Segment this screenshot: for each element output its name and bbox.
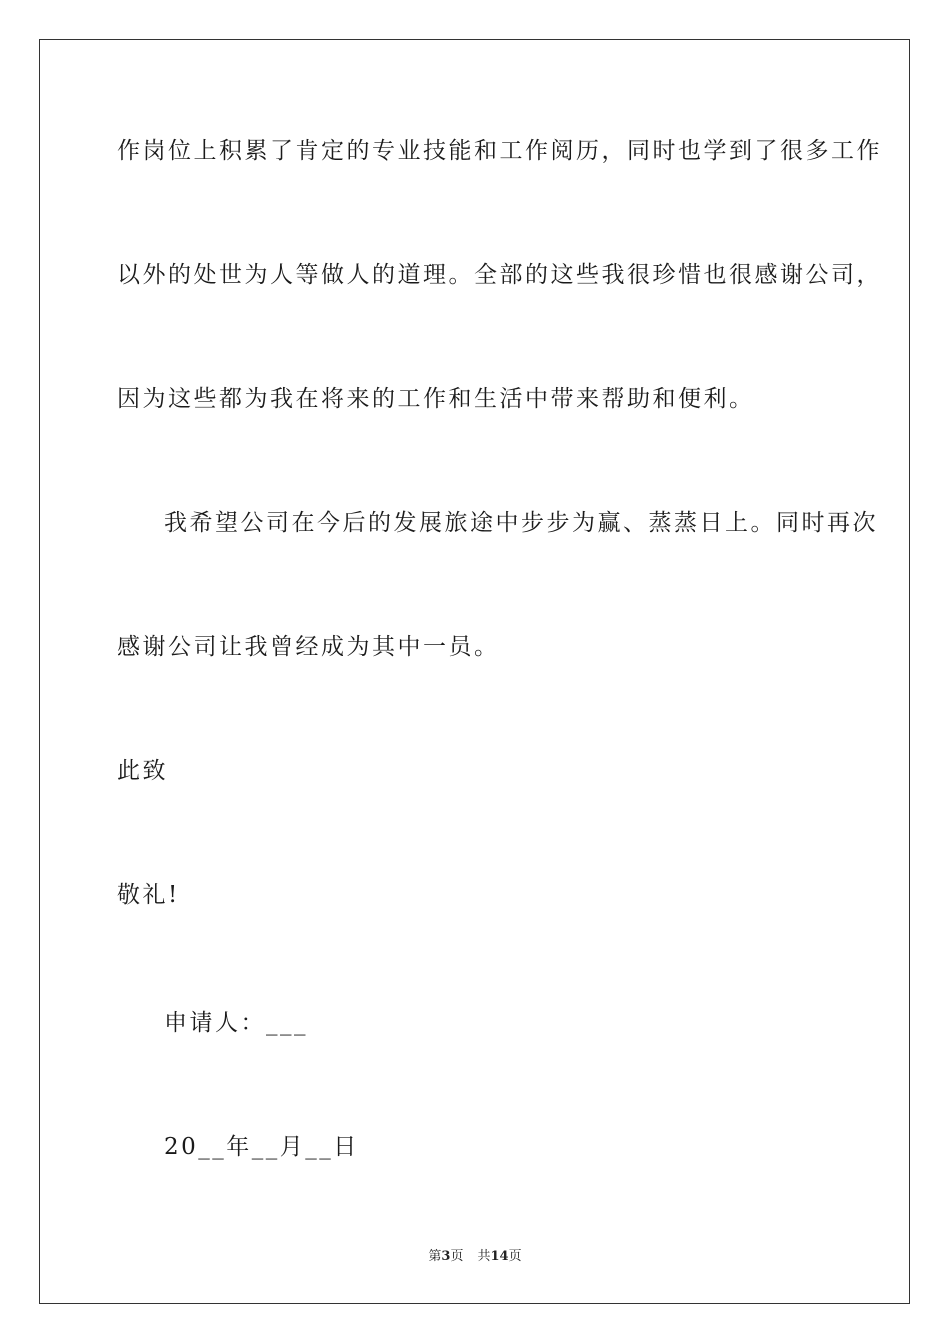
total-pages: 14	[490, 1249, 509, 1264]
date-line: 20__年__月__日	[164, 1134, 359, 1160]
body-line-5: 感谢公司让我曾经成为其中一员。	[117, 634, 500, 660]
page-prefix: 第	[428, 1249, 442, 1264]
closing-salutation: 此致	[117, 758, 168, 784]
page-border	[39, 39, 910, 1304]
page-footer	[0, 1245, 950, 1264]
closing-respect: 敬礼!	[117, 882, 180, 908]
applicant-line: 申请人：___	[164, 1010, 308, 1036]
total-prefix: 共	[477, 1249, 491, 1264]
body-line-4: 我希望公司在今后的发展旅途中步步为赢、蒸蒸日上。同时再次	[164, 510, 878, 536]
page-number: 3	[441, 1249, 451, 1264]
total-suffix: 页	[508, 1249, 522, 1264]
body-line-1: 作岗位上积累了肯定的专业技能和工作阅历，同时也学到了很多工作	[117, 138, 882, 164]
body-line-3: 因为这些都为我在将来的工作和生活中带来帮助和便利。	[117, 386, 755, 412]
page-suffix: 页	[450, 1249, 464, 1264]
body-line-2: 以外的处世为人等做人的道理。全部的这些我很珍惜也很感谢公司，	[117, 262, 882, 288]
